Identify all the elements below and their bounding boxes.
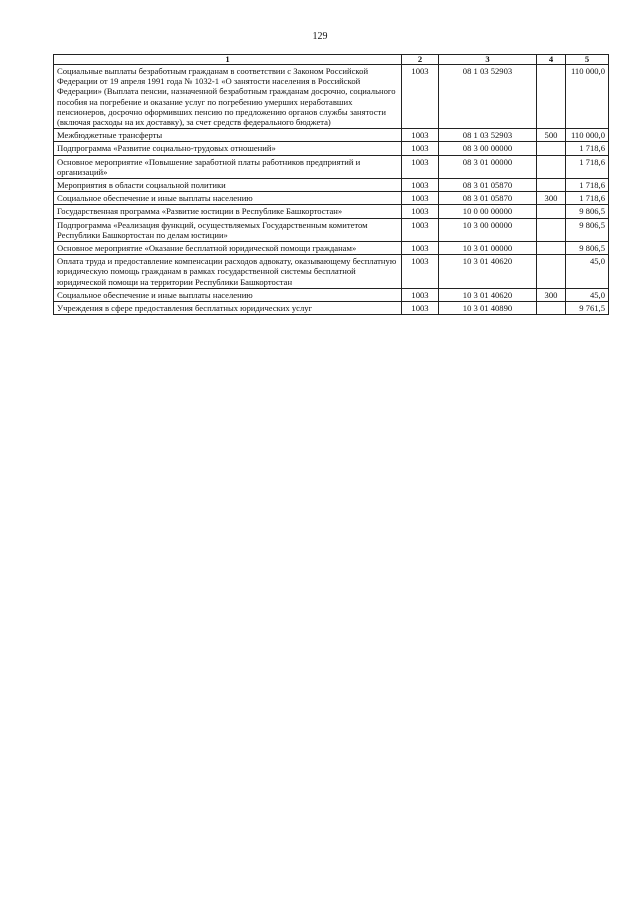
row-name: Социальные выплаты безработным гражданам в соответствии с Законом Российской Федерации от 19 апреля 1991 года № 1032-1 «О занятости населения в Российской Федерации» (Выплата пенсии, назначенной безработным гражданам досрочно, социального пособия на погребение и оказание услуг по погребению умерших неработавших пенсионеров, досрочно оформивших пенсию по предложению органов службы занятости (включая расходы на их доставку), за счет средств федерального бюджета): [54, 65, 402, 129]
row-code: 08 3 01 00000: [439, 155, 537, 178]
row-section: 1003: [402, 218, 439, 241]
row-name: Межбюджетные трансферты: [54, 129, 402, 142]
table-body: [54, 65, 609, 315]
row-code: 10 3 01 40620: [439, 288, 537, 301]
table-header: [54, 55, 609, 65]
row-amount: 9 761,5: [566, 302, 609, 315]
row-amount: 110 000,0: [566, 65, 609, 129]
column-header-4: 4: [537, 55, 566, 65]
row-kind: 300: [537, 288, 566, 301]
table-row: [54, 302, 609, 315]
table-row: [54, 155, 609, 178]
row-amount: 1 718,6: [566, 155, 609, 178]
row-name: Мероприятия в области социальной политики: [54, 179, 402, 192]
row-code: 08 3 00 00000: [439, 142, 537, 155]
row-kind: [537, 155, 566, 178]
table-row: [54, 142, 609, 155]
row-section: 1003: [402, 302, 439, 315]
header-row: [54, 55, 609, 65]
row-code: 08 1 03 52903: [439, 129, 537, 142]
column-header-2: 2: [402, 55, 439, 65]
row-section: 1003: [402, 205, 439, 218]
row-amount: 9 806,5: [566, 205, 609, 218]
table-row: [54, 179, 609, 192]
row-section: 1003: [402, 155, 439, 178]
row-kind: [537, 302, 566, 315]
row-kind: [537, 179, 566, 192]
budget-table: [53, 54, 609, 315]
table-row: [54, 242, 609, 255]
row-kind: [537, 218, 566, 241]
row-name: Социальное обеспечение и иные выплаты населению: [54, 192, 402, 205]
row-kind: [537, 255, 566, 289]
row-name: Основное мероприятие «Повышение заработной платы работников предприятий и организаций»: [54, 155, 402, 178]
row-name: Социальное обеспечение и иные выплаты населению: [54, 288, 402, 301]
row-kind: [537, 242, 566, 255]
row-code: 10 3 01 40890: [439, 302, 537, 315]
column-header-1: 1: [54, 55, 402, 65]
row-name: Учреждения в сфере предоставления бесплатных юридических услуг: [54, 302, 402, 315]
row-amount: 9 806,5: [566, 218, 609, 241]
row-amount: 1 718,6: [566, 179, 609, 192]
row-section: 1003: [402, 288, 439, 301]
row-kind: 500: [537, 129, 566, 142]
row-name: Подпрограмма «Реализация функций, осуществляемых Государственным комитетом Республики Башкортостан по делам юстиции»: [54, 218, 402, 241]
row-code: 08 3 01 05870: [439, 192, 537, 205]
row-code: 10 0 00 00000: [439, 205, 537, 218]
column-header-5: 5: [566, 55, 609, 65]
row-code: 08 3 01 05870: [439, 179, 537, 192]
row-code: 10 3 01 40620: [439, 255, 537, 289]
row-section: 1003: [402, 242, 439, 255]
table-row: [54, 288, 609, 301]
table-row: [54, 192, 609, 205]
row-kind: [537, 65, 566, 129]
table-row: [54, 129, 609, 142]
row-amount: 9 806,5: [566, 242, 609, 255]
row-section: 1003: [402, 142, 439, 155]
row-amount: 45,0: [566, 288, 609, 301]
row-amount: 45,0: [566, 255, 609, 289]
table-row: [54, 205, 609, 218]
row-code: 10 3 00 00000: [439, 218, 537, 241]
row-name: Государственная программа «Развитие юстиции в Республике Башкортостан»: [54, 205, 402, 218]
row-kind: [537, 205, 566, 218]
page-number: 129: [312, 31, 328, 42]
row-amount: 1 718,6: [566, 142, 609, 155]
row-section: 1003: [402, 179, 439, 192]
column-header-3: 3: [439, 55, 537, 65]
row-kind: [537, 142, 566, 155]
row-section: 1003: [402, 192, 439, 205]
row-section: 1003: [402, 65, 439, 129]
row-amount: 110 000,0: [566, 129, 609, 142]
row-section: 1003: [402, 255, 439, 289]
table-row: [54, 218, 609, 241]
table-row: [54, 65, 609, 129]
row-code: 08 1 03 52903: [439, 65, 537, 129]
row-name: Оплата труда и предоставление компенсации расходов адвокату, оказывающему бесплатную юридическую помощь гражданам в рамках государственной системы бесплатной юридической помощи на территории Республики Башкортостан: [54, 255, 402, 289]
row-section: 1003: [402, 129, 439, 142]
row-amount: 1 718,6: [566, 192, 609, 205]
row-name: Основное мероприятие «Оказание бесплатной юридической помощи гражданам»: [54, 242, 402, 255]
row-kind: 300: [537, 192, 566, 205]
table-row: [54, 255, 609, 289]
row-name: Подпрограмма «Развитие социально-трудовых отношений»: [54, 142, 402, 155]
row-code: 10 3 01 00000: [439, 242, 537, 255]
